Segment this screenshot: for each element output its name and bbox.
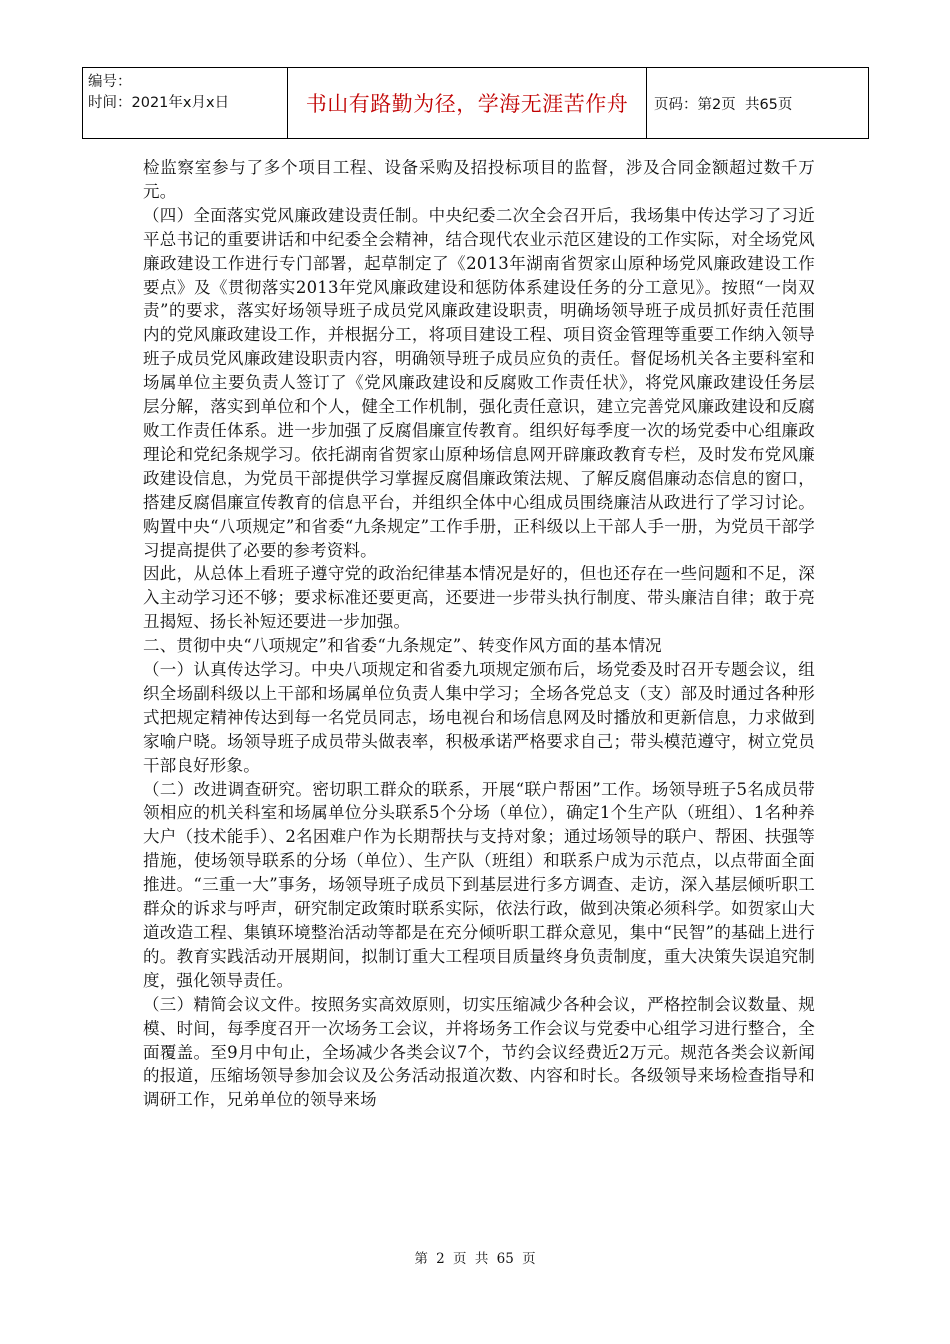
header-meta-cell	[83, 68, 288, 138]
body-paragraph: （二）改进调查研究。密切职工群众的联系，开展“联户帮困”工作。场领导班子5名成员带领相应的机关科室和场属单位分头联系5个分场（单位），确定1个生产队（班组）、1名种养大户（技术能手）、2名困难户作为长期帮扶与支持对象；通过场领导的联户、帮困、扶强等措施，使场领导联系的分场（单位）、生产队（班组）和联系户成为示范点，以点带面全面推进。“三重一大”事务，场领导班子成员下到基层进行多方调查、走访，深入基层倾听职工群众的诉求与呼声，研究制定政策时联系实际，依法行政，做到决策必须科学。如贺家山大道改造工程、集镇环境整治活动等都是在充分倾听职工群众意见，集中“民智”的基础上进行的。教育实践活动开展期间，拟制订重大工程项目质量终身负责制度，重大决策失误追究制度，强化领导责任。	[143, 779, 815, 990]
document-header-table	[82, 67, 869, 139]
body-paragraph: （三）精简会议文件。按照务实高效原则，切实压缩减少各种会议，严格控制会议数量、规模、时间，每季度召开一次场务工会议，并将场务工作会议与党委中心组学习进行整合，全面覆盖。至9月中旬止，全场减少各类会议7个，节约会议经费近2万元。规范各类会议新闻的报道，压缩场领导参加会议及公务活动报道次数、内容和时长。各级领导来场检查指导和调研工作，兄弟单位的领导来场	[143, 994, 815, 1110]
document-body	[143, 156, 815, 1112]
document-time-label: 时间：2021年x月x日	[88, 95, 230, 111]
header-page-number: 页码：第2页 共65页	[654, 96, 793, 113]
body-paragraph: （四）全面落实党风廉政建设责任制。中央纪委二次全会召开后，我场集中传达学习了习近平总书记的重要讲话和中纪委全会精神，结合现代农业示范区建设的工作实际，对全场党风廉政建设工作进行专门部署，起草制定了《2013年湖南省贺家山原种场党风廉政建设工作要点》及《贯彻落实2013年党风廉政建设和惩防体系建设任务的分工意见》。按照“一岗双责”的要求，落实好场领导班子成员党风廉政建设职责，明确场领导班子成员抓好责任范围内的党风廉政建设工作，并根据分工，将项目建设工程、项目资金管理等重要工作纳入领导班子成员党风廉政建设职责内容，明确领导班子成员应负的责任。督促场机关各主要科室和场属单位主要负责人签订了《党风廉政建设和反腐败工作责任状》，将党风廉政建设任务层层分解，落实到单位和个人，健全工作机制，强化责任意识，建立完善党风廉政建设和反腐败工作责任体系。进一步加强了反腐倡廉宣传教育。组织好每季度一次的场党委中心组廉政理论和党纪条规学习。依托湖南省贺家山原种场信息网开辟廉政教育专栏，及时发布党风廉政建设信息，为党员干部提供学习掌握反腐倡廉政策法规、了解反腐倡廉动态信息的窗口，搭建反腐倡廉宣传教育的信息平台，并组织全体中心组成员围绕廉洁从政进行了学习讨论。购置中央“八项规定”和省委“九条规定”工作手册，正科级以上干部人手一册，为党员干部学习提高提供了必要的参考资料。	[143, 205, 815, 560]
header-motto: 书山有路勤为径，学海无涯苦作舟	[288, 68, 647, 138]
document-number-label: 编号：	[88, 74, 132, 90]
body-paragraph: （一）认真传达学习。中央八项规定和省委九项规定颁布后，场党委及时召开专题会议，组织全场副科级以上干部和场属单位负责人集中学习；全场各党总支（支）部及时通过各种形式把规定精神传达到每一名党员同志，场电视台和场信息网及时播放和更新信息，力求做到家喻户晓。场领导班子成员带头做表率，积极承诺严格要求自己；带头模范遵守，树立党员干部良好形象。	[143, 660, 815, 775]
page-footer: 第 2 页 共 65 页	[414, 1251, 536, 1267]
section-heading: 二、贯彻中央“八项规定”和省委“九条规定”、转变作风方面的基本情况	[143, 636, 662, 656]
body-paragraph: 因此，从总体上看班子遵守党的政治纪律基本情况是好的，但也还存在一些问题和不足，深入主动学习还不够；要求标准还要更高，还要进一步带头执行制度、带头廉洁自律；敢于亮丑揭短、扬长补短还要进一步加强。	[143, 564, 815, 632]
body-paragraph: 检监察室参与了多个项目工程、设备采购及招投标项目的监督，涉及合同金额超过数千万元。	[143, 158, 815, 201]
